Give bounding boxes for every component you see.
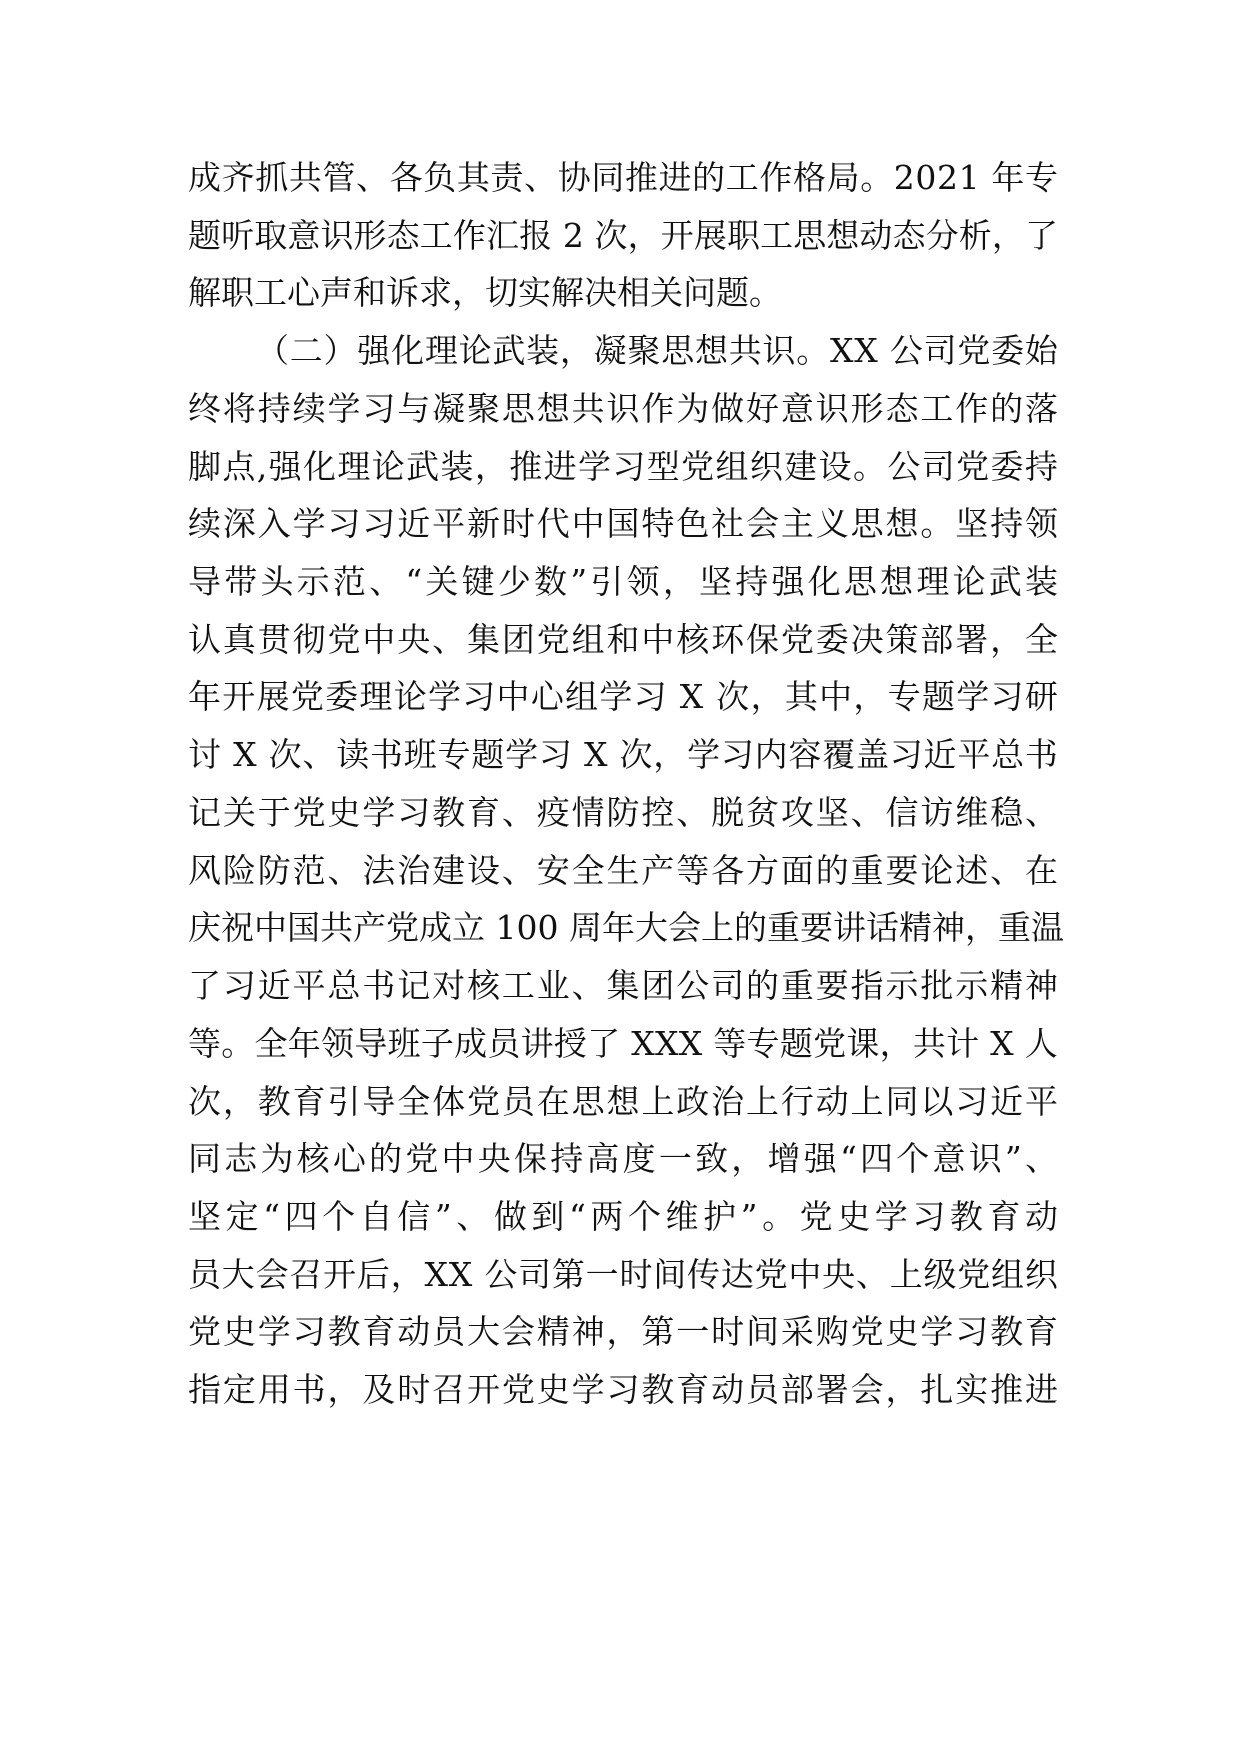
text-line-6: 脚 点 , 强 化 理 论 武 装 ， 推 进 学 习 型 党 组 织 建 设 。 公 司 党 委 持 bbox=[188, 447, 1058, 486]
text-line-15: 了 习 近 平 总 书 记 对 核 工 业 、 集 团 公 司 的 重 要 指 示 批 示 精 神 bbox=[188, 966, 1058, 1005]
text-line-19: 坚 定 “ 四 个 自 信 ” 、 做 到 “ 两 个 维 护 ” 。 党 史 学 习 教 育 动 bbox=[188, 1197, 1058, 1236]
text-line-7: 续 深 入 学 习 习 近 平 新 时 代 中 国 特 色 社 会 主 义 思 想 。 坚 持 领 bbox=[188, 504, 1058, 543]
text-line-10: 年 开 展 党 委 理 论 学 习 中 心 组 学 习 X 次 ， 其 中 ， 专 题 学 习 研 bbox=[188, 677, 1058, 716]
text-line-18: 同 志 为 核 心 的 党 中 央 保 持 高 度 一 致 ， 增 强 “ 四 个 意 识 ” 、 bbox=[188, 1139, 1058, 1178]
text-line-9: 认 真 贯 彻 党 中 央 、 集 团 党 组 和 中 核 环 保 党 委 决 策 部 署 ， 全 bbox=[188, 620, 1058, 659]
text-line-1: 成 齐 抓 共 管 、 各 负 其 责 、 协 同 推 进 的 工 作 格 局 。 2 0 2 1 年 专 bbox=[188, 158, 1058, 197]
text-line-21: 党 史 学 习 教 育 动 员 大 会 精 神 ， 第 一 时 间 采 购 党 史 学 习 教 育 bbox=[188, 1312, 1058, 1351]
text-line-8: 导 带 头 示 范 、 “ 关 键 少 数 ” 引 领 ， 坚 持 强 化 思 想 理 论 武 装 bbox=[188, 562, 1058, 601]
text-line-11: 讨 X 次 、 读 书 班 专 题 学 习 X 次 ， 学 习 内 容 覆 盖 习 近 平 总 书 bbox=[188, 735, 1058, 774]
section-heading-line: （ 二 ） 强 化 理 论 武 装 ， 凝 聚 思 想 共 识 。 X X 公 司 党 委 始 bbox=[256, 331, 1058, 370]
text-line-12: 记 关 于 党 史 学 习 教 育 、 疫 情 防 控 、 脱 贫 攻 坚 、 信 访 维 稳 、 bbox=[188, 793, 1058, 832]
text-line-2: 题 听 取 意 识 形 态 工 作 汇 报 2 次 ， 开 展 职 工 思 想 动 态 分 析 ， 了 bbox=[188, 216, 1058, 255]
text-line-20: 员 大 会 召 开 后 ， X X 公 司 第 一 时 间 传 达 党 中 央 、 上 级 党 组 织 bbox=[188, 1255, 1058, 1294]
text-line-14: 庆 祝 中 国 共 产 党 成 立 1 0 0 周 年 大 会 上 的 重 要 讲 话 精 神 ， 重 温 bbox=[188, 908, 1064, 947]
text-line-5: 终 将 持 续 学 习 与 凝 聚 思 想 共 识 作 为 做 好 意 识 形 态 工 作 的 落 bbox=[188, 389, 1058, 428]
text-line-16: 等 。 全 年 领 导 班 子 成 员 讲 授 了 X X X 等 专 题 党 课 ， 共 计 X 人 bbox=[188, 1024, 1058, 1063]
text-line-22: 指 定 用 书 ， 及 时 召 开 党 史 学 习 教 育 动 员 部 署 会 ， 扎 实 推 进 bbox=[188, 1370, 1058, 1409]
text-line-17: 次 ， 教 育 引 导 全 体 党 员 在 思 想 上 政 治 上 行 动 上 同 以 习 近 平 bbox=[188, 1082, 1058, 1121]
text-line-3: 解职工心声和诉求，切实解决相关问题。 bbox=[188, 273, 782, 312]
text-line-13: 风 险 防 范 、 法 治 建 设 、 安 全 生 产 等 各 方 面 的 重 要 论 述 、 在 bbox=[188, 851, 1058, 890]
